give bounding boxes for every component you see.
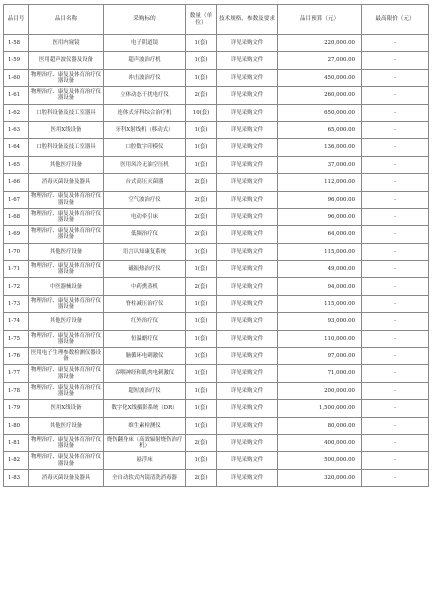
cell-budget: 94,000.00: [278, 278, 362, 295]
cell-budget: 400,000.00: [278, 434, 362, 451]
cell-spec: 详见采购文件: [217, 104, 278, 121]
procurement-table: [3, 4, 429, 487]
cell-item-no: 1-74: [4, 313, 29, 330]
cell-budget: 64,000.00: [278, 226, 362, 243]
cell-item-name: 其他医疗设备: [29, 243, 104, 260]
cell-item-no: 1-69: [4, 226, 29, 243]
cell-purchase-target: 超声波治疗机: [104, 52, 186, 69]
table-row: [4, 365, 429, 382]
cell-quantity: 2(套): [186, 208, 217, 225]
cell-budget: 96,000.00: [278, 208, 362, 225]
cell-item-name: 中医器械设备: [29, 278, 104, 295]
cell-item-no: 1-82: [4, 452, 29, 469]
header-max-price: 最高限价（元）: [362, 5, 429, 35]
cell-item-name: 物理治疗、康复及体育治疗仪器设备: [29, 295, 104, 312]
cell-budget: 260,000.00: [278, 87, 362, 104]
cell-item-name: 物理治疗、康复及体育治疗仪器设备: [29, 330, 104, 347]
cell-purchase-target: 中药熏蒸机: [104, 278, 186, 295]
table-row: [4, 191, 429, 208]
cell-item-no: 1-81: [4, 434, 29, 451]
cell-spec: 详见采购文件: [217, 139, 278, 156]
cell-max-price: -: [362, 348, 429, 365]
cell-item-no: 1-79: [4, 400, 29, 417]
cell-item-name: 物理治疗、康复及体育治疗仪器设备: [29, 191, 104, 208]
cell-purchase-target: 连体式牙科综合治疗机: [104, 104, 186, 121]
table-row: [4, 382, 429, 399]
cell-budget: 115,000.00: [278, 243, 362, 260]
cell-spec: 详见采购文件: [217, 261, 278, 278]
procurement-table-page: [3, 4, 428, 487]
cell-item-name: 物理治疗、康复及体育治疗仪器设备: [29, 69, 104, 86]
cell-max-price: -: [362, 104, 429, 121]
header-item-name: 品目名称: [29, 5, 104, 35]
table-row: [4, 52, 429, 69]
cell-budget: 96,000.00: [278, 191, 362, 208]
header-quantity: 数量（单位）: [186, 5, 217, 35]
cell-item-name: 物理治疗、康复及体育治疗仪器设备: [29, 208, 104, 225]
cell-item-no: 1-73: [4, 295, 29, 312]
cell-quantity: 1(套): [186, 365, 217, 382]
cell-max-price: -: [362, 278, 429, 295]
cell-quantity: 2(套): [186, 174, 217, 191]
table-row: [4, 243, 429, 260]
cell-spec: 详见采购文件: [217, 313, 278, 330]
cell-spec: 详见采购文件: [217, 278, 278, 295]
table-row: [4, 87, 429, 104]
cell-item-no: 1-62: [4, 104, 29, 121]
cell-quantity: 2(套): [186, 434, 217, 451]
cell-purchase-target: 低频治疗仪: [104, 226, 186, 243]
cell-spec: 详见采购文件: [217, 156, 278, 173]
header-budget: 品目预算（元）: [278, 5, 362, 35]
cell-purchase-target: 数字化X线摄影系统（DR）: [104, 400, 186, 417]
cell-budget: 80,000.00: [278, 417, 362, 434]
cell-quantity: 1(套): [186, 261, 217, 278]
header-item-no: 品目号: [4, 5, 29, 35]
cell-max-price: -: [362, 226, 429, 243]
cell-budget: 136,000.00: [278, 139, 362, 156]
table-row: [4, 261, 429, 278]
cell-purchase-target: 语言认知康复系统: [104, 243, 186, 260]
cell-quantity: 2(套): [186, 469, 217, 486]
cell-quantity: 1(套): [186, 243, 217, 260]
cell-spec: 详见采购文件: [217, 330, 278, 347]
cell-item-name: 其他医疗设备: [29, 156, 104, 173]
cell-item-no: 1-78: [4, 382, 29, 399]
cell-item-no: 1-70: [4, 243, 29, 260]
cell-item-name: 物理治疗、康复及体育治疗仪器设备: [29, 87, 104, 104]
cell-spec: 详见采购文件: [217, 121, 278, 138]
cell-spec: 详见采购文件: [217, 417, 278, 434]
cell-quantity: 1(套): [186, 52, 217, 69]
header-purchase-target: 采购标的: [104, 5, 186, 35]
cell-item-no: 1-60: [4, 69, 29, 86]
table-row: [4, 35, 429, 52]
cell-spec: 详见采购文件: [217, 348, 278, 365]
cell-max-price: -: [362, 69, 429, 86]
cell-budget: 65,000.00: [278, 121, 362, 138]
cell-spec: 详见采购文件: [217, 69, 278, 86]
cell-max-price: -: [362, 87, 429, 104]
cell-spec: 详见采购文件: [217, 469, 278, 486]
cell-purchase-target: 烧伤翻身床（高效辐射烧伤治疗机）: [104, 434, 186, 451]
cell-budget: 450,000.00: [278, 69, 362, 86]
cell-max-price: -: [362, 400, 429, 417]
cell-budget: 115,000.00: [278, 295, 362, 312]
cell-quantity: 1(套): [186, 313, 217, 330]
cell-item-name: 物理治疗、康复及体育治疗仪器设备: [29, 226, 104, 243]
cell-quantity: 10(套): [186, 104, 217, 121]
table-row: [4, 208, 429, 225]
cell-budget: 93,000.00: [278, 313, 362, 330]
cell-item-no: 1-66: [4, 174, 29, 191]
cell-max-price: -: [362, 382, 429, 399]
cell-purchase-target: 恒温蜡疗仪: [104, 330, 186, 347]
cell-purchase-target: 维生素检测仪: [104, 417, 186, 434]
cell-quantity: 1(套): [186, 295, 217, 312]
cell-budget: 200,000.00: [278, 382, 362, 399]
cell-max-price: -: [362, 52, 429, 69]
cell-item-no: 1-77: [4, 365, 29, 382]
cell-item-name: 物理治疗、康复及体育治疗仪器设备: [29, 434, 104, 451]
cell-max-price: -: [362, 434, 429, 451]
cell-item-name: 医用电子生理参数检测仪器设备: [29, 348, 104, 365]
cell-max-price: -: [362, 121, 429, 138]
table-header: [4, 5, 429, 35]
table-row: [4, 226, 429, 243]
cell-purchase-target: 电动牵引床: [104, 208, 186, 225]
cell-budget: 1,500,000.00: [278, 400, 362, 417]
cell-budget: 650,000.00: [278, 104, 362, 121]
cell-item-no: 1-83: [4, 469, 29, 486]
cell-item-name: 消毒灭菌设备及器具: [29, 469, 104, 486]
cell-item-name: 物理治疗、康复及体育治疗仪器设备: [29, 382, 104, 399]
table-row: [4, 469, 429, 486]
cell-item-name: 物理治疗、康复及体育治疗仪器设备: [29, 452, 104, 469]
cell-item-no: 1-80: [4, 417, 29, 434]
cell-max-price: -: [362, 174, 429, 191]
cell-item-no: 1-71: [4, 261, 29, 278]
cell-purchase-target: 口腔数字印模仪: [104, 139, 186, 156]
cell-spec: 详见采购文件: [217, 174, 278, 191]
cell-spec: 详见采购文件: [217, 52, 278, 69]
cell-item-no: 1-76: [4, 348, 29, 365]
cell-item-name: 其他医疗设备: [29, 313, 104, 330]
cell-max-price: -: [362, 243, 429, 260]
table-row: [4, 330, 429, 347]
cell-quantity: 2(套): [186, 278, 217, 295]
cell-item-name: 物理治疗、康复及体育治疗仪器设备: [29, 365, 104, 382]
cell-spec: 详见采购文件: [217, 208, 278, 225]
cell-quantity: 1(套): [186, 330, 217, 347]
cell-item-no: 1-72: [4, 278, 29, 295]
table-row: [4, 348, 429, 365]
cell-quantity: 2(套): [186, 191, 217, 208]
cell-item-name: 医用X线设备: [29, 121, 104, 138]
cell-budget: 97,000.00: [278, 348, 362, 365]
cell-purchase-target: 医用风冷无油空压机: [104, 156, 186, 173]
table-row: [4, 400, 429, 417]
cell-quantity: 2(套): [186, 226, 217, 243]
cell-purchase-target: 脑循环电刺激仪: [104, 348, 186, 365]
table-row: [4, 156, 429, 173]
cell-spec: 详见采购文件: [217, 382, 278, 399]
table-row: [4, 417, 429, 434]
cell-purchase-target: 电子阴道镜: [104, 35, 186, 52]
cell-max-price: -: [362, 365, 429, 382]
cell-max-price: -: [362, 139, 429, 156]
cell-budget: 500,000.00: [278, 452, 362, 469]
cell-item-name: 其他医疗设备: [29, 417, 104, 434]
cell-purchase-target: 全自动软式内镜清洗消毒器: [104, 469, 186, 486]
cell-item-no: 1-58: [4, 35, 29, 52]
cell-max-price: -: [362, 208, 429, 225]
cell-spec: 详见采购文件: [217, 87, 278, 104]
cell-max-price: -: [362, 452, 429, 469]
table-row: [4, 278, 429, 295]
cell-spec: 详见采购文件: [217, 452, 278, 469]
cell-spec: 详见采购文件: [217, 434, 278, 451]
cell-quantity: 1(套): [186, 452, 217, 469]
cell-max-price: -: [362, 156, 429, 173]
table-body: [4, 35, 429, 487]
cell-budget: 110,000.00: [278, 330, 362, 347]
cell-budget: 49,000.00: [278, 261, 362, 278]
cell-quantity: 1(套): [186, 139, 217, 156]
cell-item-no: 1-63: [4, 121, 29, 138]
header-row: [4, 5, 429, 35]
cell-quantity: 1(套): [186, 69, 217, 86]
cell-purchase-target: 磁振热治疗仪: [104, 261, 186, 278]
cell-purchase-target: 空气波治疗仪: [104, 191, 186, 208]
cell-item-name: 消毒灭菌设备及器具: [29, 174, 104, 191]
cell-budget: 112,000.00: [278, 174, 362, 191]
cell-item-name: 医用内窥镜: [29, 35, 104, 52]
cell-budget: 37,000.00: [278, 156, 362, 173]
cell-item-name: 医用X线设备: [29, 400, 104, 417]
cell-quantity: 1(套): [186, 348, 217, 365]
cell-quantity: 2(套): [186, 87, 217, 104]
cell-item-no: 1-68: [4, 208, 29, 225]
cell-spec: 详见采购文件: [217, 226, 278, 243]
cell-quantity: 1(套): [186, 121, 217, 138]
cell-budget: 27,000.00: [278, 52, 362, 69]
cell-item-no: 1-75: [4, 330, 29, 347]
cell-max-price: -: [362, 313, 429, 330]
cell-purchase-target: 红外治疗仪: [104, 313, 186, 330]
cell-spec: 详见采购文件: [217, 365, 278, 382]
cell-purchase-target: 冲击波治疗仪: [104, 69, 186, 86]
cell-spec: 详见采购文件: [217, 295, 278, 312]
cell-max-price: -: [362, 295, 429, 312]
cell-item-no: 1-64: [4, 139, 29, 156]
table-row: [4, 452, 429, 469]
cell-spec: 详见采购文件: [217, 400, 278, 417]
table-row: [4, 104, 429, 121]
cell-quantity: 1(套): [186, 400, 217, 417]
cell-budget: 71,000.00: [278, 365, 362, 382]
cell-max-price: -: [362, 35, 429, 52]
cell-item-name: 口腔科设备及技工室器具: [29, 104, 104, 121]
cell-max-price: -: [362, 191, 429, 208]
table-row: [4, 139, 429, 156]
table-row: [4, 69, 429, 86]
cell-spec: 详见采购文件: [217, 243, 278, 260]
cell-purchase-target: 超短波治疗仪: [104, 382, 186, 399]
cell-quantity: 1(套): [186, 156, 217, 173]
cell-purchase-target: 脊柱减压治疗仪: [104, 295, 186, 312]
cell-item-no: 1-67: [4, 191, 29, 208]
cell-budget: 320,000.00: [278, 469, 362, 486]
cell-item-name: 医用超声波仪器及设备: [29, 52, 104, 69]
cell-quantity: 1(套): [186, 382, 217, 399]
cell-purchase-target: 悬浮床: [104, 452, 186, 469]
cell-item-no: 1-61: [4, 87, 29, 104]
table-row: [4, 295, 429, 312]
cell-spec: 详见采购文件: [217, 191, 278, 208]
cell-purchase-target: 立体动态干扰电疗仪: [104, 87, 186, 104]
header-spec: 技术规格、参数及要求: [217, 5, 278, 35]
cell-max-price: -: [362, 469, 429, 486]
cell-max-price: -: [362, 330, 429, 347]
cell-quantity: 1(套): [186, 35, 217, 52]
table-row: [4, 434, 429, 451]
cell-spec: 详见采购文件: [217, 35, 278, 52]
cell-purchase-target: 牙科X射线机（移动式）: [104, 121, 186, 138]
table-row: [4, 313, 429, 330]
table-row: [4, 174, 429, 191]
cell-purchase-target: 吞咽神经和肌肉电刺激仪: [104, 365, 186, 382]
cell-item-no: 1-65: [4, 156, 29, 173]
cell-max-price: -: [362, 417, 429, 434]
cell-quantity: 1(套): [186, 417, 217, 434]
cell-budget: 220,000.00: [278, 35, 362, 52]
cell-purchase-target: 台式高压灭菌器: [104, 174, 186, 191]
table-row: [4, 121, 429, 138]
cell-max-price: -: [362, 261, 429, 278]
cell-item-no: 1-59: [4, 52, 29, 69]
cell-item-name: 物理治疗、康复及体育治疗仪器设备: [29, 261, 104, 278]
cell-item-name: 口腔科设备及技工室器具: [29, 139, 104, 156]
